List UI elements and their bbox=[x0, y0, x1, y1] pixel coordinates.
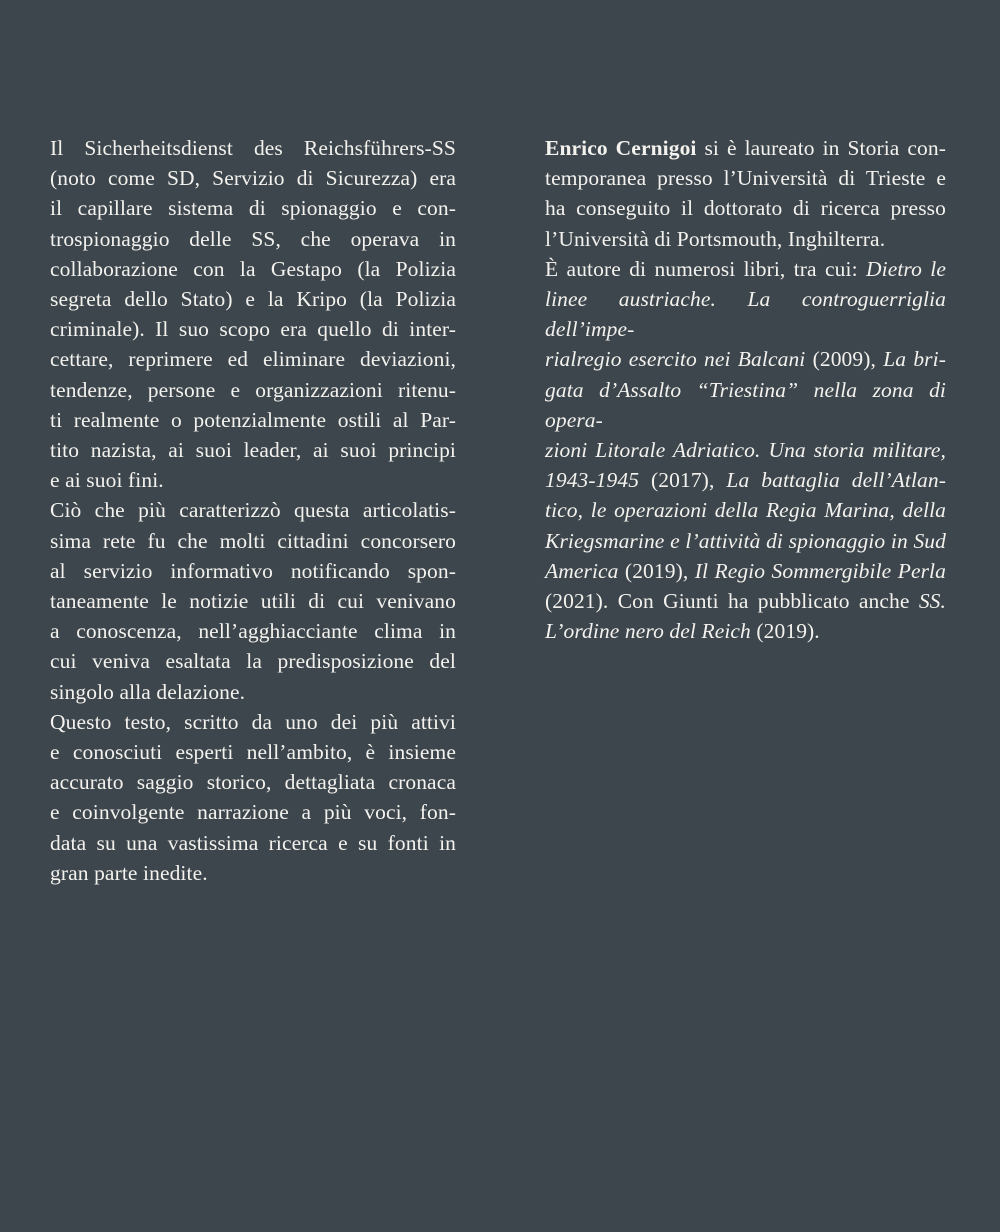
text-line bbox=[545, 556, 946, 586]
book-title: Kriegsmarine e l’attività di spionaggio in Sud bbox=[545, 528, 946, 553]
paragraph bbox=[50, 495, 456, 706]
text-segment: collaborazione con la Gestapo (la Polizia bbox=[50, 256, 456, 281]
text-segment: gran parte inedite. bbox=[50, 860, 208, 885]
text-line bbox=[50, 465, 456, 495]
text-line bbox=[545, 375, 946, 435]
paragraph bbox=[50, 707, 456, 888]
author-name: Enrico Cernigoi bbox=[545, 136, 697, 160]
text-line bbox=[545, 163, 946, 193]
text-line bbox=[50, 495, 456, 525]
text-line bbox=[50, 737, 456, 767]
text-segment: a conoscenza, nell’agghiacciante clima in bbox=[50, 619, 456, 644]
text-segment: (2021). Con Giunti ha pubblicato anche bbox=[545, 589, 919, 614]
text-segment: (2017), bbox=[639, 468, 727, 493]
text-segment: criminale). Il suo scopo era quello di inter- bbox=[50, 317, 456, 342]
text-segment: Questo testo, scritto da uno dei più attivi bbox=[50, 709, 456, 734]
text-segment: ha conseguito il dottorato di ricerca presso bbox=[545, 196, 946, 221]
text-segment: l’Università di Portsmouth, Inghilterra. bbox=[545, 226, 886, 251]
text-segment: (2019). bbox=[750, 619, 820, 644]
author-bio-column bbox=[545, 133, 946, 646]
text-line bbox=[50, 375, 456, 405]
text-segment: al servizio informativo notificando spon- bbox=[50, 558, 456, 583]
text-line bbox=[50, 586, 456, 616]
text-segment: singolo alla delazione. bbox=[50, 679, 246, 704]
text-segment: (noto come SD, Servizio di Sicurezza) era bbox=[50, 166, 456, 191]
book-title: tico, le operazioni della Regia Marina, della bbox=[545, 498, 946, 523]
text-segment: tito nazista, ai suoi leader, ai suoi principi bbox=[50, 438, 456, 463]
text-line bbox=[545, 224, 946, 254]
text-line bbox=[50, 797, 456, 827]
text-segment: e coinvolgente narrazione a più voci, fon- bbox=[50, 800, 456, 825]
text-segment: (2019), bbox=[618, 558, 695, 583]
text-line bbox=[50, 526, 456, 556]
text-line bbox=[545, 586, 946, 616]
book-title: Il Regio Sommergibile Perla bbox=[694, 558, 946, 583]
text-segment: (2009), bbox=[805, 347, 884, 372]
book-title: gata d’Assalto “Triestina” nella zona di opera- bbox=[545, 377, 946, 432]
text-segment: Ciò che più caratterizzò questa articolatis- bbox=[50, 498, 456, 523]
paragraph bbox=[545, 133, 946, 254]
text-line bbox=[545, 435, 946, 465]
text-line bbox=[50, 707, 456, 737]
text-line bbox=[50, 344, 456, 374]
text-line bbox=[545, 616, 946, 646]
text-segment: tendenze, persone e organizzazioni ritenu- bbox=[50, 377, 456, 402]
text-line bbox=[50, 193, 456, 223]
paragraph bbox=[50, 133, 456, 495]
text-line bbox=[50, 405, 456, 435]
text-segment: cui veniva esaltata la predisposizione del bbox=[50, 649, 456, 674]
text-line bbox=[50, 224, 456, 254]
book-title: 1943-1945 bbox=[545, 468, 640, 493]
text-line bbox=[545, 495, 946, 525]
text-line bbox=[50, 677, 456, 707]
text-segment: e ai suoi fini. bbox=[50, 468, 164, 493]
book-title: SS. bbox=[918, 589, 946, 614]
text-line bbox=[545, 465, 946, 495]
text-line bbox=[545, 193, 946, 223]
text-line bbox=[50, 646, 456, 676]
text-segment: ti realmente o potenzialmente ostili al Par- bbox=[50, 407, 456, 432]
text-segment: il capillare sistema di spionaggio e con- bbox=[50, 196, 456, 221]
text-line bbox=[50, 828, 456, 858]
text-segment: data su una vastissima ricerca e su fonti in bbox=[50, 830, 456, 855]
book-title: Dietro le bbox=[866, 256, 946, 281]
text-segment: cettare, reprimere ed eliminare deviazioni, bbox=[50, 347, 456, 372]
text-line bbox=[545, 254, 946, 284]
text-line bbox=[50, 254, 456, 284]
text-segment: sima rete fu che molti cittadini concorsero bbox=[50, 528, 456, 553]
text-segment: taneamente le notizie utili di cui venivano bbox=[50, 589, 456, 614]
text-line bbox=[50, 163, 456, 193]
paragraph bbox=[545, 254, 946, 647]
synopsis-column bbox=[50, 133, 456, 888]
text-line bbox=[545, 344, 946, 374]
book-title: La bri- bbox=[883, 347, 946, 372]
book-title: rialregio esercito nei Balcani bbox=[545, 347, 806, 372]
text-segment: È autore di numerosi libri, tra cui: bbox=[545, 256, 866, 281]
text-line bbox=[50, 556, 456, 586]
text-line bbox=[50, 767, 456, 797]
text-segment: Il Sicherheitsdienst des Reichsführers-SS bbox=[50, 136, 456, 160]
book-title: America bbox=[545, 558, 619, 583]
text-segment: trospionaggio delle SS, che operava in bbox=[50, 226, 456, 251]
text-segment: temporanea presso l’Università di Trieste e bbox=[545, 166, 946, 191]
text-line bbox=[545, 526, 946, 556]
book-title: La battaglia dell’Atlan- bbox=[726, 468, 946, 493]
text-line bbox=[50, 435, 456, 465]
text-segment: accurato saggio storico, dettagliata cronaca bbox=[50, 770, 456, 795]
text-line bbox=[545, 133, 946, 163]
book-title: linee austriache. La controguerriglia dell’impe- bbox=[545, 287, 946, 342]
text-line bbox=[50, 314, 456, 344]
text-segment: e conosciuti esperti nell’ambito, è insieme bbox=[50, 740, 456, 765]
text-line bbox=[50, 858, 456, 888]
text-segment: segreta dello Stato) e la Kripo (la Polizia bbox=[50, 287, 456, 312]
text-line bbox=[50, 616, 456, 646]
book-title: L’ordine nero del Reich bbox=[545, 619, 751, 644]
book-title: zioni Litorale Adriatico. Una storia militare, bbox=[545, 438, 946, 463]
text-line bbox=[545, 284, 946, 344]
text-line bbox=[50, 133, 456, 163]
text-segment: si è laureato in Storia con- bbox=[696, 136, 946, 160]
text-line bbox=[50, 284, 456, 314]
